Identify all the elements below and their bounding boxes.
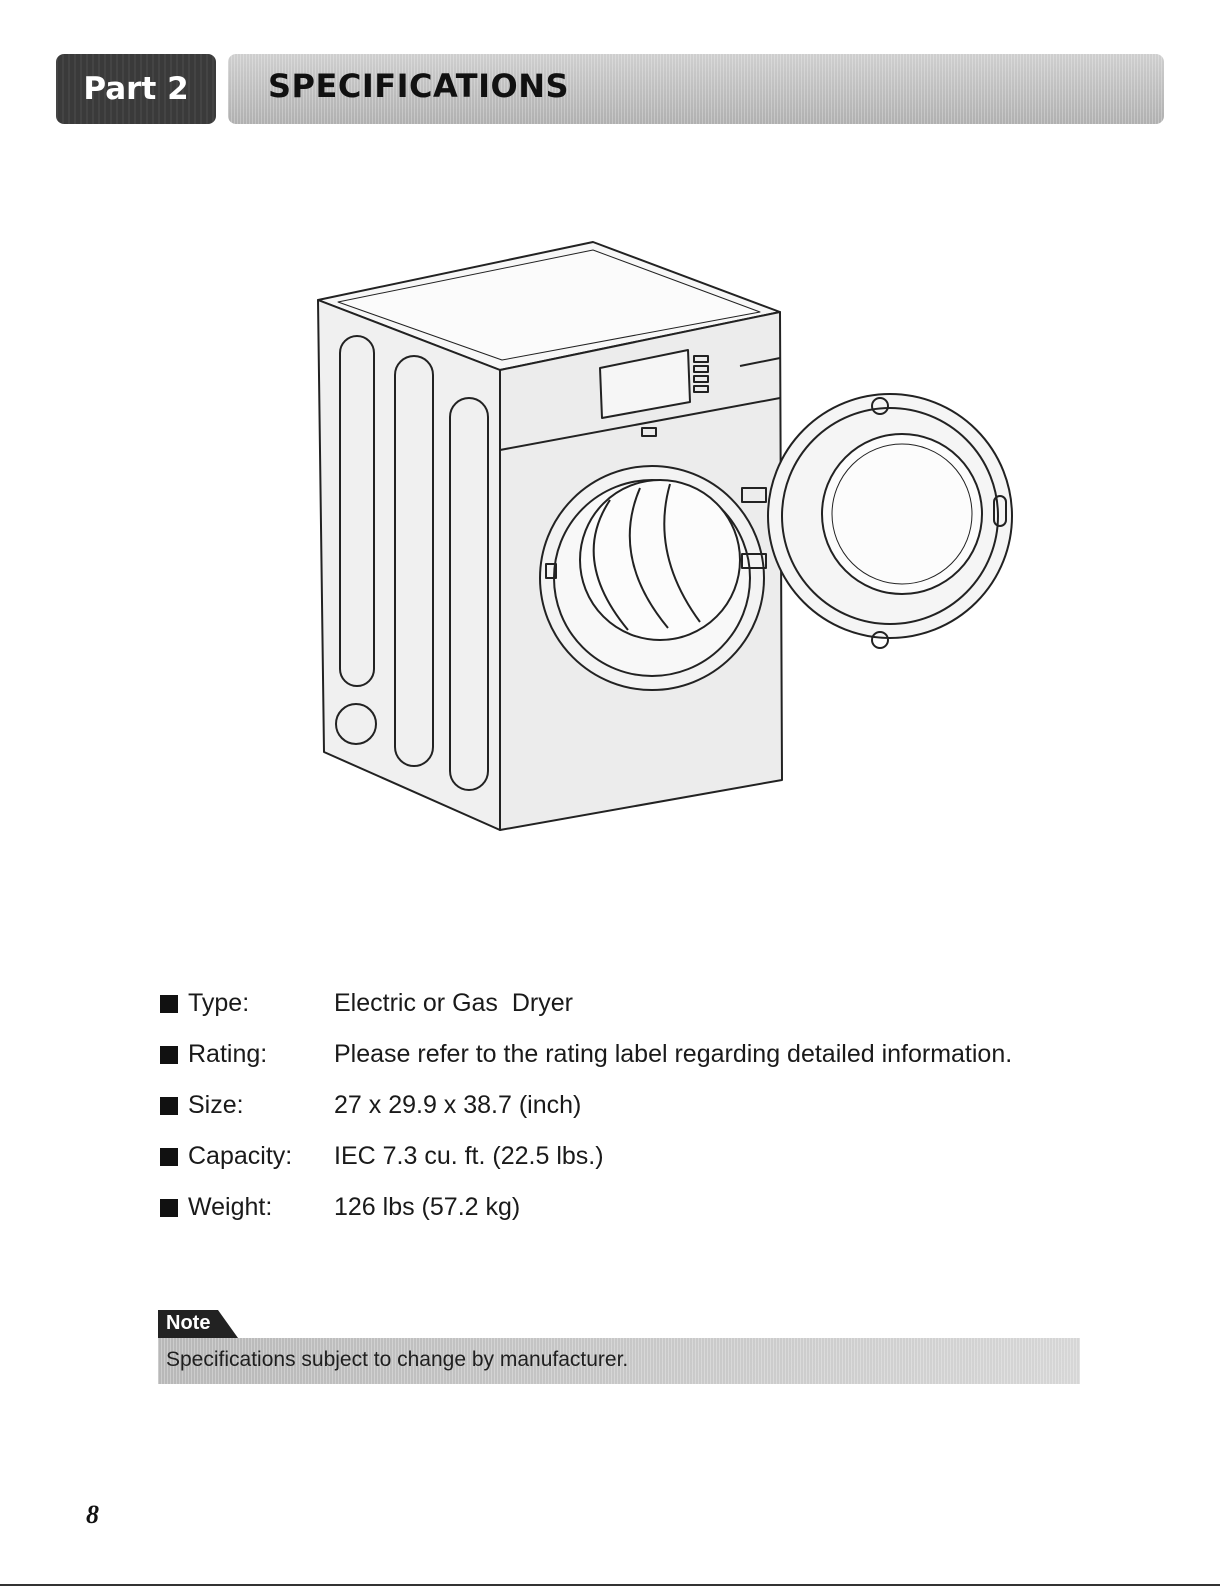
spec-value: 126 lbs (57.2 kg): [334, 1193, 521, 1221]
spec-value: IEC 7.3 cu. ft. (22.5 lbs.): [334, 1142, 604, 1170]
note-bar: [158, 1338, 1080, 1384]
spec-row-capacity: [160, 1131, 1120, 1182]
spec-list: [160, 978, 1120, 1233]
spec-row-size: [160, 1080, 1120, 1131]
bullet-square-icon: [160, 1199, 178, 1217]
spec-value: 27 x 29.9 x 38.7 (inch): [334, 1091, 582, 1119]
spec-value: Please refer to the rating label regarding detailed information.: [334, 1040, 1013, 1068]
spec-label: Capacity:: [188, 1142, 293, 1170]
part-label: Part 2: [83, 71, 189, 107]
dryer-illustration: [310, 238, 1030, 838]
spec-label: Size:: [188, 1091, 244, 1119]
page-number: 8: [86, 1500, 99, 1529]
spec-row-type: [160, 978, 1120, 1029]
note-label: Note: [166, 1312, 211, 1334]
bullet-square-icon: [160, 1046, 178, 1064]
bullet-square-icon: [160, 995, 178, 1013]
spec-row-weight: [160, 1182, 1120, 1233]
spec-label: Rating:: [188, 1040, 268, 1068]
spec-label: Type:: [188, 989, 250, 1017]
note-tab: [158, 1310, 238, 1338]
page-title: SPECIFICATIONS: [268, 67, 570, 105]
bullet-square-icon: [160, 1097, 178, 1115]
spec-value: Electric or Gas Dryer: [334, 989, 573, 1017]
spec-row-rating: [160, 1029, 1120, 1080]
title-bar: [228, 54, 1164, 124]
bullet-square-icon: [160, 1148, 178, 1166]
note-text: Specifications subject to change by manufacturer.: [166, 1348, 629, 1371]
spec-label: Weight:: [188, 1193, 273, 1221]
part-badge: [56, 54, 216, 124]
bottom-divider: [0, 1584, 1220, 1586]
